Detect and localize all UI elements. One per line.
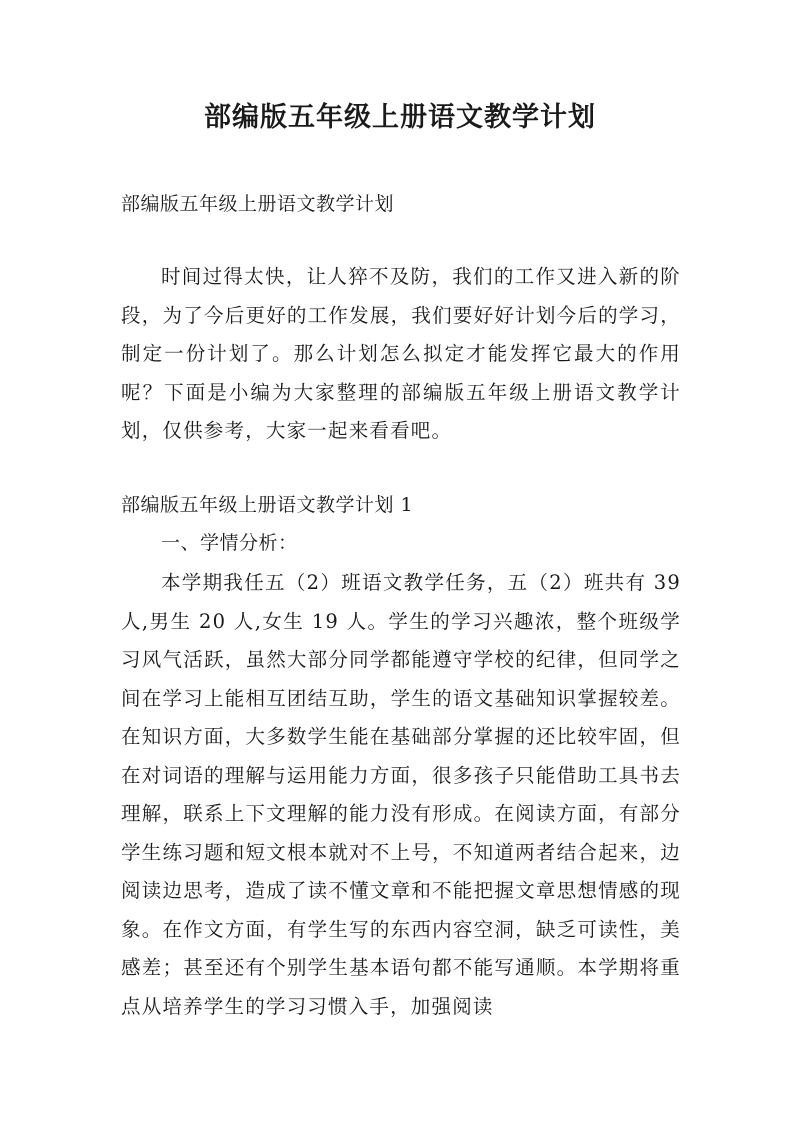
section-heading: 部编版五年级上册语文教学计划 1: [121, 494, 414, 516]
intro-paragraph: 时间过得太快，让人猝不及防，我们的工作又进入新的阶段，为了今后更好的工作发展，我们要好好计划今后的学习，制定一份计划了。那么计划怎么拟定才能发挥它最大的作用呢？下面是小编为大家整理的部编版五年级上册语文教学计划，仅供参考，大家一起来看看吧。: [121, 265, 681, 442]
document-subtitle: 部编版五年级上册语文教学计划: [121, 193, 395, 215]
sub-heading-learning-analysis: 一、学情分析：: [161, 532, 298, 554]
body-paragraph: 本学期我任五（2）班语文教学任务，五（2）班共有 39 人,男生 20 人,女生 19 人。学生的学习兴趣浓，整个班级学习风气活跃，虽然大部分同学都能遵守学校的纪律，但同学之间在学习上能相互团结互助，学生的语文基础知识掌握较差。在知识方面，大多数学生能在基础部分掌握的还比较牢固，但在对词语的理解与运用能力方面，很多孩子只能借助工具书去理解，联系上下文理解的能力没有形成。在阅读方面，有部分学生练习题和短文根本就对不上号，不知道两者结合起来，边阅读边思考，造成了读不懂文章和不能把握文章思想情感的现象。在作文方面，有学生写的东西内容空洞，缺乏可读性，美感差；甚至还有个别学生基本语句都不能写通顺。本学期将重点从培养学生的学习习惯入手，加强阅读: [121, 571, 681, 1018]
document-title: 部编版五年级上册语文教学计划: [204, 102, 596, 133]
